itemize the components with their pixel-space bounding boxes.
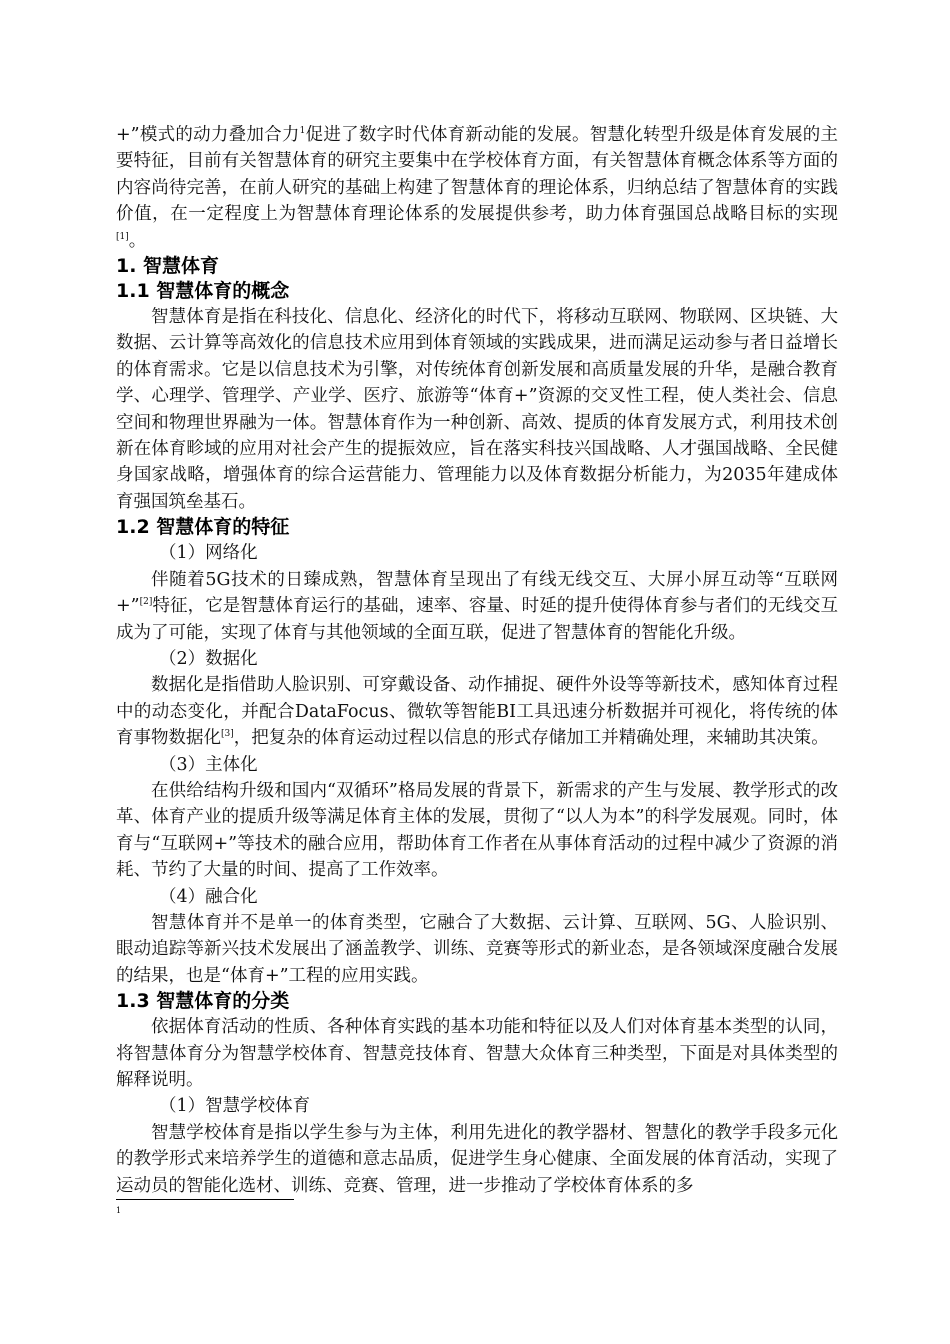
feature-networking-paragraph <box>116 567 838 646</box>
intro-text-b: 促进了数字时代体育新动能的发展。智慧化转型升级是体育发展的主要特征，目前有关智慧体育的研究主要集中在学校体育方面，有关智慧体育概念体系等方面的内容尚待完善，在前人研究的基础上构建了智慧体育的理论体系，归纳总结了智慧体育的实践价值，在一定程度上为智慧体育理论体系的发展提供参考，助力体育强国总战略目标的实现 <box>116 125 839 225</box>
document-body <box>116 122 838 1199</box>
intro-text-a: +”模式的动力叠加合力 <box>116 125 300 145</box>
networking-text-a: 伴随着5G技术的日臻成熟，智慧体育呈现出了有线无线交互、大屏小屏互动等“互联网+” <box>116 569 838 617</box>
networking-text-b: 特征，它是智慧体育运行的基础，速率、容量、时延的提升使得体育参与者们的无线交互成为了可能，实现了体育与其他领域的全面互联，促进了智慧体育的智能化升级。 <box>116 596 838 643</box>
footnote-marker[interactable]: 1 <box>299 126 306 136</box>
feature-data-paragraph <box>116 672 838 751</box>
feature-fusion-paragraph: 智慧体育并不是单一的体育类型，它融合了大数据、云计算、互联网、5G、人脸识别、眼动追踪等新兴技术发展出了涵盖教学、训练、竞赛等形式的新业态，是各领域深度融合发展的结果，也是“体育+”工程的应用实践。 <box>116 912 838 986</box>
category-school-label: （1）智慧学校体育 <box>159 1096 311 1117</box>
section-heading-1-2: 1.2 智慧体育的特征 <box>116 516 290 539</box>
footnote-divider <box>116 1199 294 1200</box>
feature-networking-label: （1）网络化 <box>159 543 258 564</box>
data-text-b: ，把复杂的体育运动过程以信息的形式存储加工并精确处理，来辅助其决策。 <box>233 728 829 749</box>
section-heading-1: 1. 智慧体育 <box>116 255 220 278</box>
citation-ref-2[interactable]: [2] <box>139 597 153 608</box>
feature-data-label: （2）数据化 <box>159 648 258 669</box>
feature-subject-paragraph: 在供给结构升级和国内“双循环”格局发展的背景下，新需求的产生与发展、教学形式的改革、体育产业的提质升级等满足体育主体的发展，贯彻了“以人为本”的科学发展观。同时，体育与“互联网+”等技术的融合应用，帮助体育工作者在从事体育活动的过程中减少了资源的消耗、节约了大量的时间、提高了工作效率。 <box>116 780 838 881</box>
section-heading-1-1: 1.1 智慧体育的概念 <box>116 280 290 303</box>
data-text-a: 数据化是指借助人脸识别、可穿戴设备、动作捕捉、硬件外设等等新技术，感知体育过程中的动态变化，并配合DataFocus、微软等智能BI工具迅速分析数据并可视化，将传统的体育事物数据化 <box>116 675 838 749</box>
intro-text-c: 。 <box>128 230 147 251</box>
feature-subject-label: （3）主体化 <box>159 754 258 775</box>
concept-paragraph: 智慧体育是指在科技化、信息化、经济化的时代下，将移动互联网、物联网、区块链、大数据、云计算等高效化的信息技术应用到体育领域的实践成果，进而满足运动参与者日益增长的体育需求。它是以信息技术为引擎，对传统体育创新发展和高质量发展的升华，是融合教育学、心理学、管理学、产业学、医疗、旅游等“体育+”资源的交叉性工程，使人类社会、信息空间和物理世界融为一体。智慧体育作为一种创新、高效、提质的体育发展方式，利用技术创新在体育畛域的应用对社会产生的提振效应，旨在落实科技兴国战略、人才强国战略、全民健身国家战略，增强体育的综合运营能力、管理能力以及体育数据分析能力，为2035年建成体育强国筑垒基石。 <box>116 307 838 512</box>
section-heading-1-3: 1.3 智慧体育的分类 <box>116 990 290 1013</box>
citation-ref-1[interactable]: [1] <box>116 231 129 242</box>
feature-fusion-label: （4）融合化 <box>159 886 258 907</box>
intro-paragraph <box>116 122 838 254</box>
footnote-number: 1 <box>116 1206 122 1215</box>
citation-ref-3[interactable]: [3] <box>221 729 234 740</box>
classification-paragraph: 依据体育活动的性质、各种体育实践的基本功能和特征以及人们对体育基本类型的认同，将智慧体育分为智慧学校体育、智慧竞技体育、智慧大众体育三种类型，下面是对具体类型的解释说明。 <box>116 1017 838 1090</box>
category-school-paragraph: 智慧学校体育是指以学生参与为主体，利用先进化的教学器材、智慧化的教学手段多元化的教学形式来培养学生的道德和意志品质，促进学生身心健康、全面发展的体育活动，实现了运动员的智能化选材、训练、竞赛、管理，进一步推动了学校体育体系的多 <box>116 1122 838 1196</box>
